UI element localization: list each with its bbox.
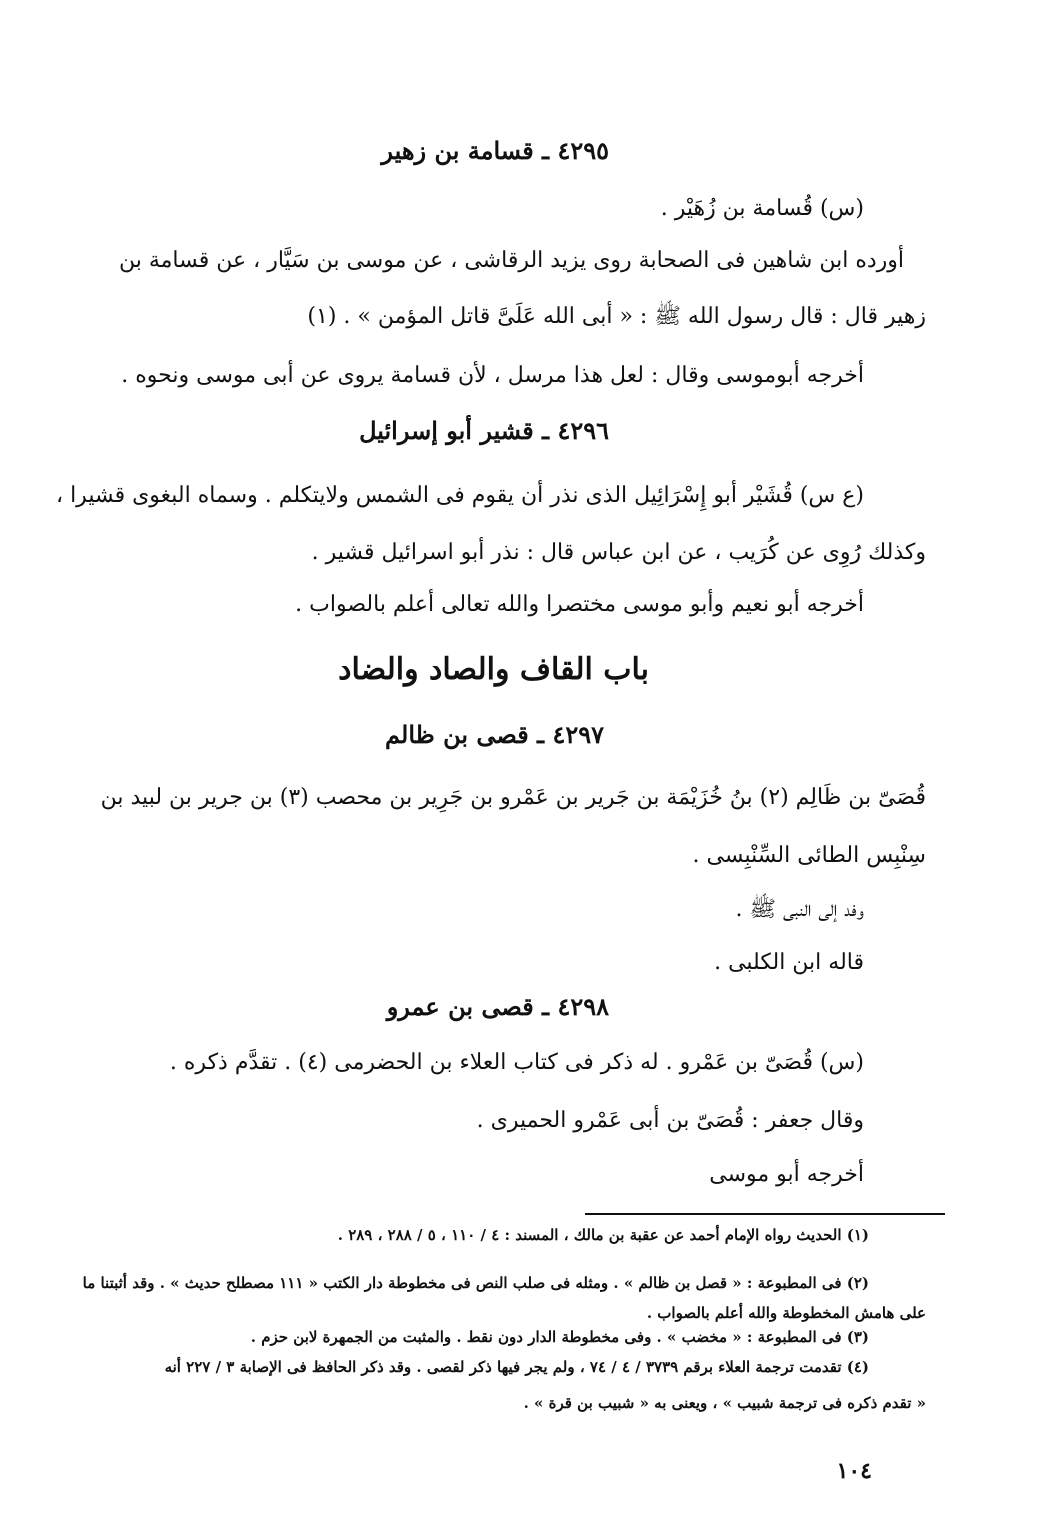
chapter-heading: باب القاف والصاد والضاد: [338, 652, 649, 687]
entry-line: (س) قُصَىّ بن عَمْرو . له ذكر فى كتاب العلاء بن الحضرمى (٤) . تقدَّم ذكره .: [169, 1050, 864, 1075]
entry-line: قُصَىّ بن ظَالِم (٢) بنُ خُزَيْمَة بن جَرير بن عَمْرو بن جَرِير بن محصب (٣) بن جرير بن لبيد بن: [100, 785, 926, 810]
entry-line: قاله ابن الكلبى .: [714, 950, 864, 975]
entry-line: وفد إلى النبى ﷺ .: [735, 897, 864, 922]
entry-line: سِنْبِس الطائى السِّنْبِسى .: [692, 843, 926, 868]
page-number: ١٠٤: [836, 1458, 872, 1484]
entry-line: وكذلك رُوِى عن كُرَيب ، عن ابن عباس قال : نذر أبو اسرائيل قشير .: [311, 540, 926, 565]
entry-line: أخرجه أبو نعيم وأبو موسى مختصرا والله تعالى أعلم بالصواب .: [295, 592, 864, 617]
footnote-2: (٢) فى المطبوعة : « قصل بن ظالم » . ومثله فى صلب النص فى مخطوطة دار الكتب « ١١١ مصطلح حديث » . وقد أثبتنا ما: [82, 1274, 869, 1292]
footnote-1: (١) الحديث رواه الإمام أحمد عن عقبة بن مالك ، المسند : ٤ / ١١٠ ، ٥ / ٢٨٨ ، ٢٨٩ .: [337, 1226, 869, 1244]
footnote-4: (٤) تقدمت ترجمة العلاء برقم ٣٧٣٩ / ٤ / ٧٤ ، ولم يجر فيها ذكر لقصى . وقد ذكر الحافظ فى الإصابة ٣ / ٢٢٧ أنه: [164, 1358, 869, 1376]
entry-line: وقال جعفر : قُصَىّ بن أبى عَمْرو الحميرى .: [476, 1108, 864, 1133]
footnote-separator: [585, 1213, 945, 1215]
entry-heading-4296: ٤٢٩٦ ـ قشير أبو إسرائيل: [359, 416, 609, 445]
entry-line: أورده ابن شاهين فى الصحابة روى يزيد الرقاشى ، عن موسى بن سَيَّار ، عن قسامة بن: [118, 248, 904, 273]
entry-heading-4295: ٤٢٩٥ ـ قسامة بن زهير: [381, 136, 609, 165]
footnote-4-continued: « تقدم ذكره فى ترجمة شبيب » ، ويعنى به « شبيب بن قرة » .: [523, 1394, 926, 1412]
entry-line: (س) قُسامة بن زُهَيْر .: [660, 196, 864, 221]
entry-line: (ع س) قُشَيْر أبو إِسْرَائِيل الذى نذر أن يقوم فى الشمس ولايتكلم . وسماه البغوى قشيرا ،: [55, 483, 864, 508]
entry-line: زهير قال : قال رسول الله ﷺ : « أبى الله عَلَىَّ قاتل المؤمن » . (١): [307, 304, 926, 329]
footnote-2-continued: على هامش المخطوطة والله أعلم بالصواب .: [646, 1304, 926, 1322]
entry-line: أخرجه أبو موسى: [709, 1162, 864, 1187]
footnote-3: (٣) فى المطبوعة : « مخضب » . وفى مخطوطة الدار دون نقط . والمثبت من الجمهرة لابن حزم .: [250, 1328, 869, 1346]
entry-line: أخرجه أبوموسى وقال : لعل هذا مرسل ، لأن قسامة يروى عن أبى موسى ونحوه .: [121, 363, 864, 388]
entry-heading-4298: ٤٢٩٨ ـ قصى بن عمرو: [386, 992, 609, 1021]
entry-heading-4297: ٤٢٩٧ ـ قصى بن ظالم: [385, 720, 604, 749]
